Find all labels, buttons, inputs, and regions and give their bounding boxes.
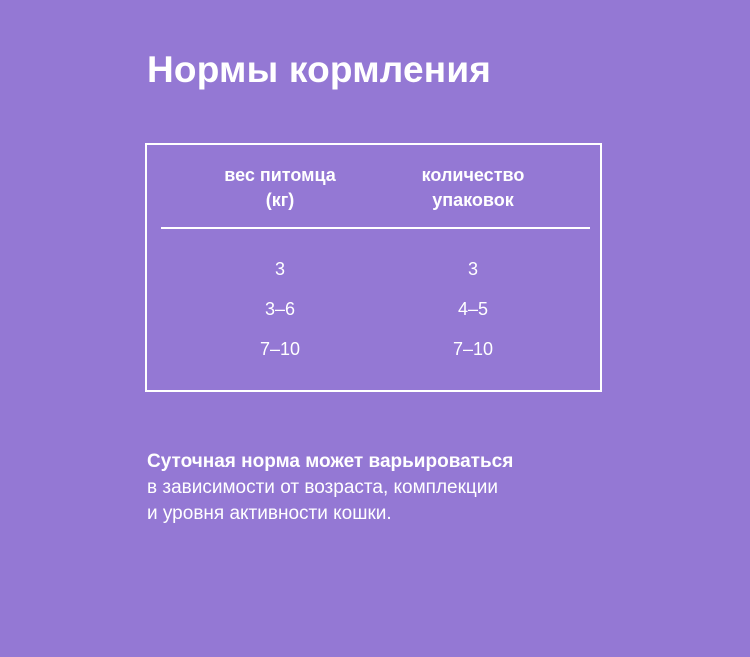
- header-package-count: [388, 163, 558, 213]
- table-cell-packages: 3: [467, 259, 478, 279]
- table-cell-weight: 3: [274, 259, 285, 279]
- table-cell-weight: 7–10: [259, 339, 301, 359]
- table-cell-packages: 7–10: [452, 339, 494, 359]
- header-package-count-line-1: количество: [421, 165, 525, 185]
- note-line-2: и уровня активности кошки.: [147, 503, 392, 524]
- table-body: [147, 257, 600, 377]
- daily-norm-note: [147, 449, 607, 527]
- note-line-1: в зависимости от возраста, комплекции: [147, 477, 499, 498]
- header-pet-weight-line-1: вес питомца: [224, 165, 336, 185]
- table-row: [147, 337, 600, 377]
- page-title: Нормы кормления: [147, 49, 492, 90]
- table-row: [147, 257, 600, 297]
- table-header-divider: [161, 227, 590, 229]
- table-cell-weight: 3–6: [264, 299, 296, 319]
- table-row: [147, 297, 600, 337]
- header-pet-weight: [195, 163, 365, 213]
- header-package-count-line-2: упаковок: [432, 190, 514, 210]
- feeding-table: [145, 143, 602, 392]
- table-cell-packages: 4–5: [457, 299, 489, 319]
- note-heading: Суточная норма может варьироваться: [147, 451, 514, 472]
- header-pet-weight-line-2: (кг): [265, 190, 295, 210]
